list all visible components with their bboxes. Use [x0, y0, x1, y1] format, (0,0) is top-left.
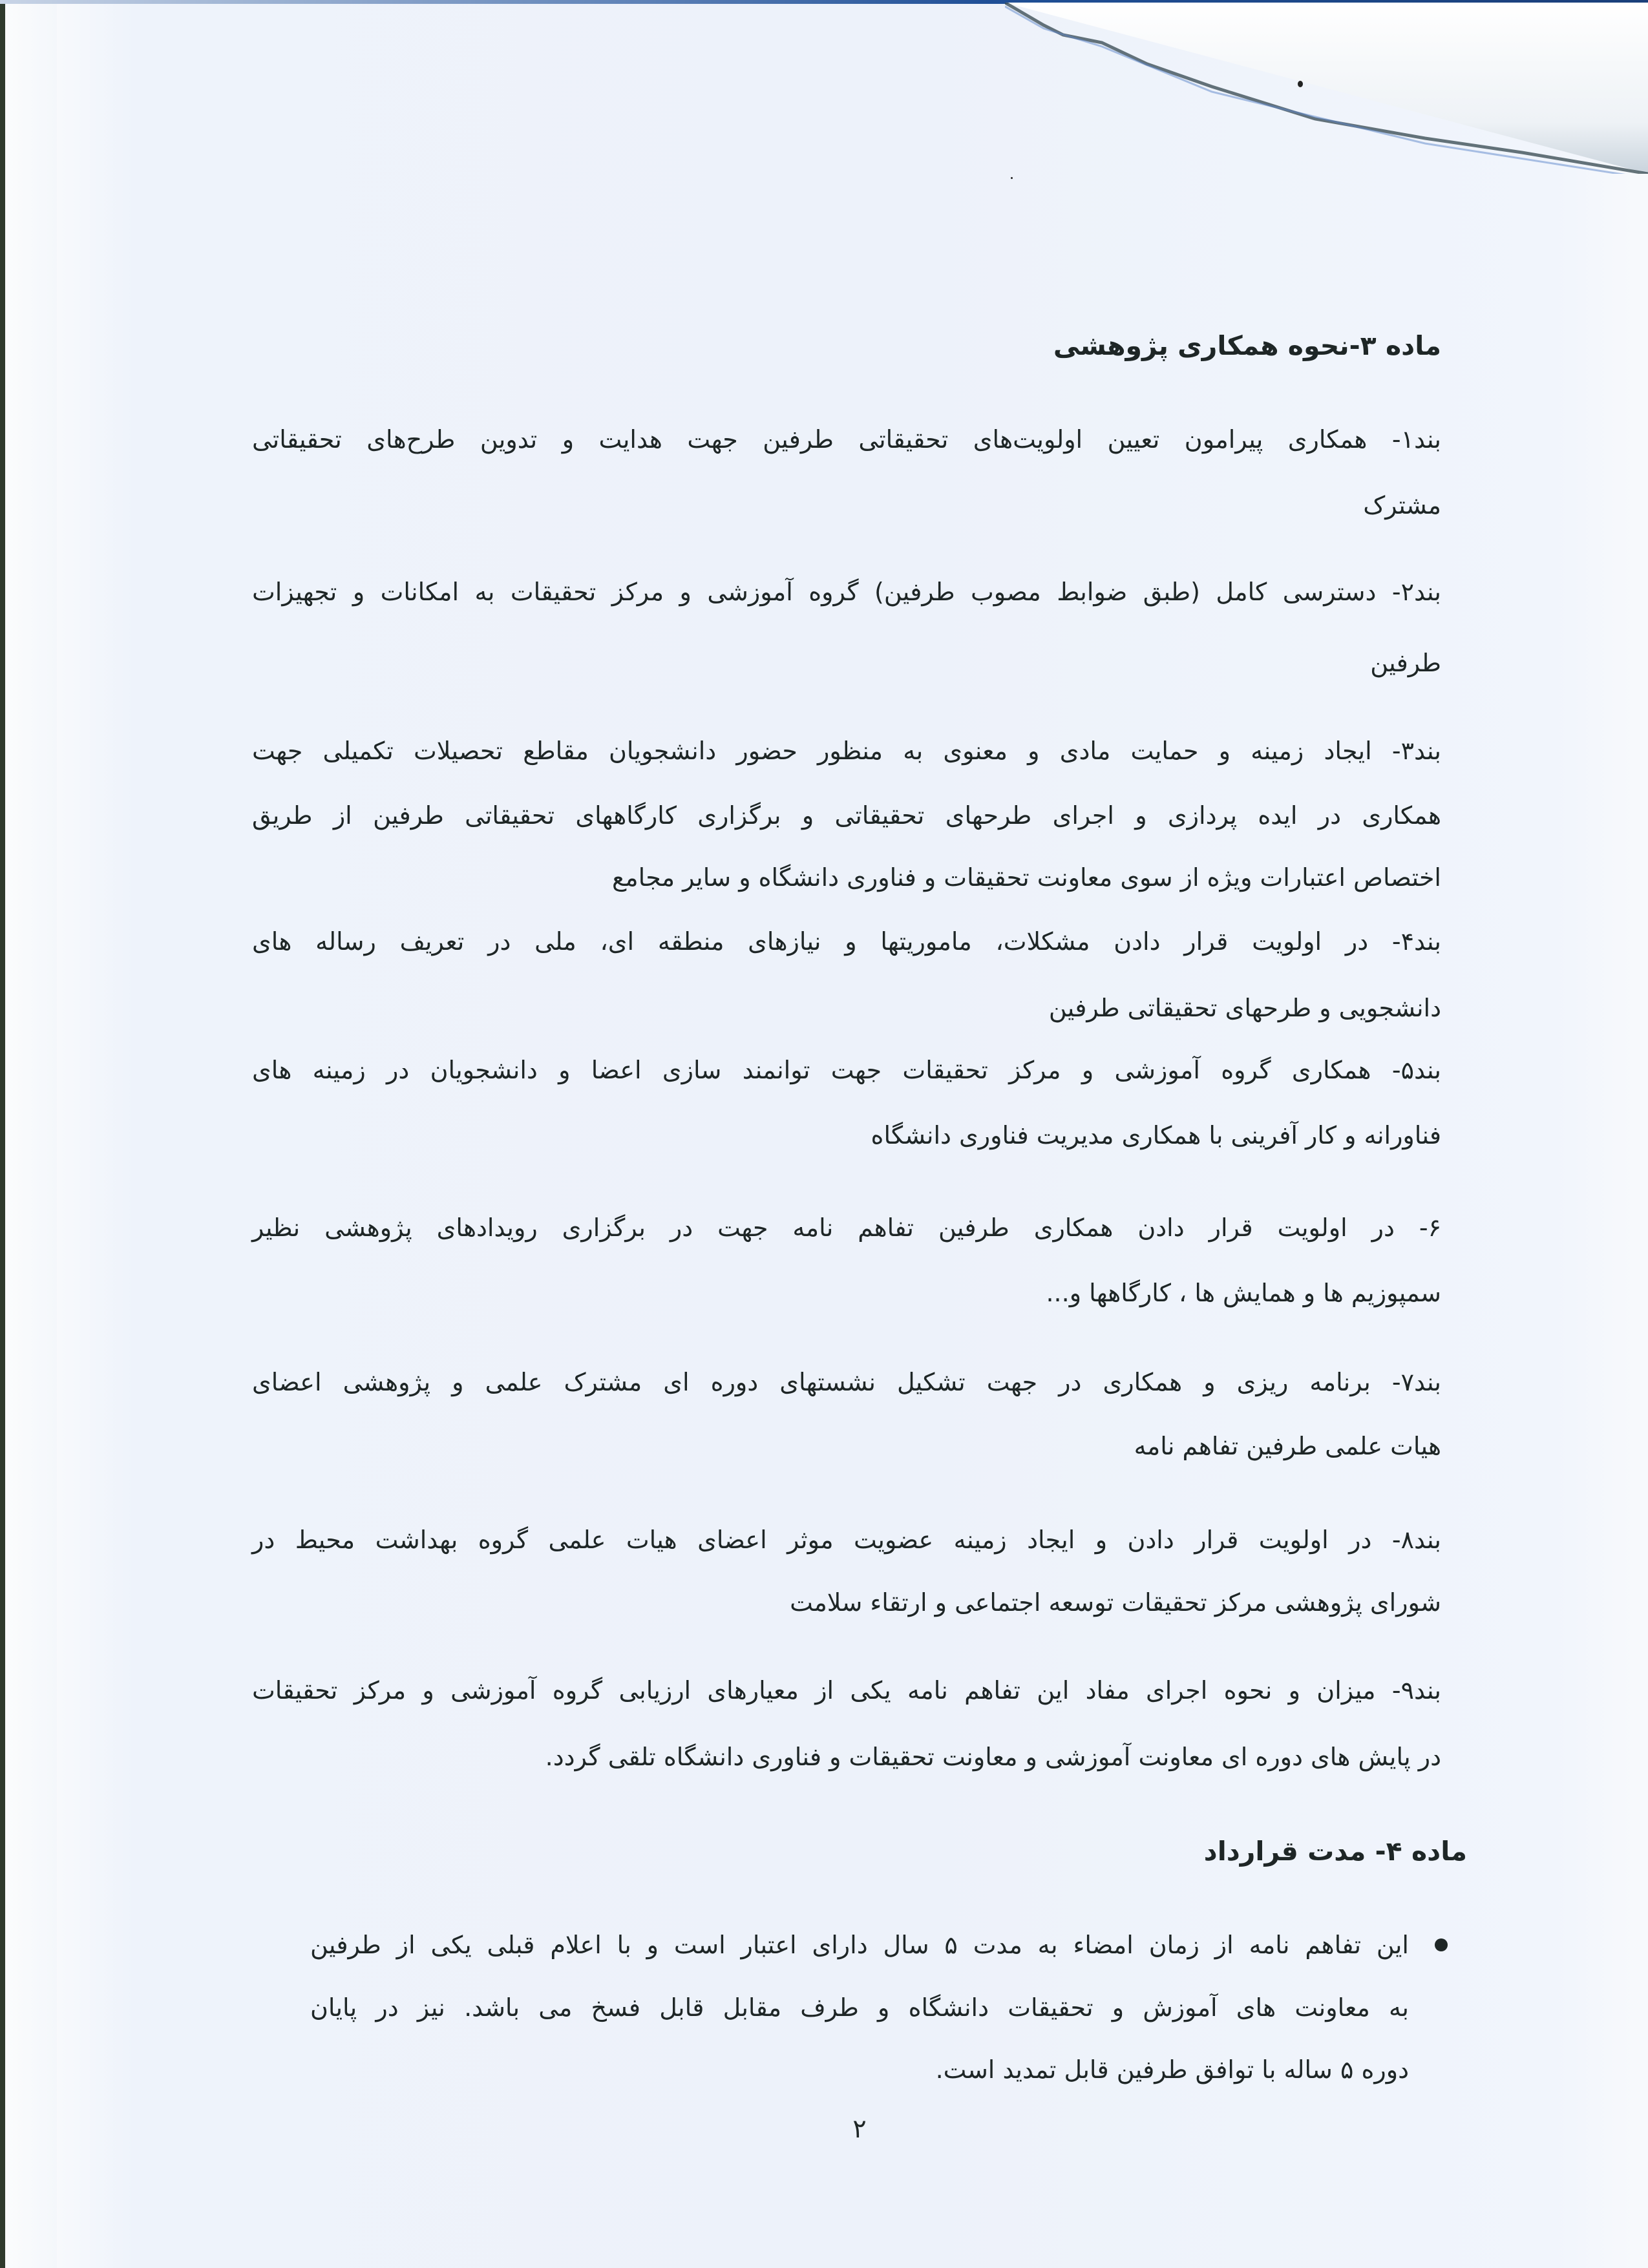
clause-3-line-2: همکاری در ایده پردازی و اجرای طرحهای تحقیقاتی و برگزاری کارگاههای تحقیقاتی طرفین از طریق: [252, 801, 1441, 830]
clause-8-line-1: بند۸- در اولویت قرار دادن و ایجاد زمینه عضویت موثر اعضای هیات علمی گروه بهداشت محیط در: [252, 1526, 1441, 1554]
clause-7-line-2: هیات علمی طرفین تفاهم نامه: [1134, 1432, 1441, 1460]
page-margin: [5, 0, 57, 2268]
clause-3-line-3: اختصاص اعتبارات ویژه از سوی معاونت تحقیقات و فناوری دانشگاه و سایر مجامع: [612, 863, 1441, 892]
clause-4-line-1: بند۴- در اولویت قرار دادن مشکلات، ماموریتها و نیازهای منطقه ای، ملی در تعریف رساله های: [252, 927, 1441, 956]
clause-2-line-2: طرفین: [1370, 649, 1441, 677]
clause-1-line-1: بند۱- همکاری پیرامون تعیین اولویت‌های تحقیقاتی طرفین جهت هدایت و تدوین طرح‌های تحقیقاتی: [252, 425, 1441, 454]
clause-6-line-1: ۶- در اولویت قرار دادن همکاری طرفین تفاهم نامه جهت در برگزاری رویدادهای پژوهشی نظیر: [252, 1213, 1441, 1242]
clause-7-line-1: بند۷- برنامه ریزی و همکاری در جهت تشکیل نشستهای دوره ای مشترک علمی و پژوهشی اعضای: [252, 1368, 1441, 1396]
clause-9-line-1: بند۹- میزان و نحوه اجرای مفاد این تفاهم نامه یکی از معیارهای ارزیابی گروه آموزشی و مرکز تحقیقات: [252, 1676, 1441, 1705]
article-4-title: ماده ۴- مدت قرارداد: [1203, 1836, 1467, 1867]
document-body: [252, 0, 1467, 2268]
clause-6-line-2: سمپوزیم ها و همایش ها ، کارگاهها و...: [1046, 1279, 1441, 1307]
bullet-line-2: به معاونت های آموزش و تحقیقات دانشگاه و طرف مقابل قابل فسخ می باشد. نیز در پایان: [310, 1993, 1409, 2022]
bullet-line-3: دوره ۵ ساله با توافق طرفین قابل تمدید است.: [935, 2055, 1409, 2084]
clause-8-line-2: شورای پژوهشی مرکز تحقیقات توسعه اجتماعی و ارتقاء سلامت: [790, 1588, 1441, 1617]
bullet-icon: [1435, 1938, 1448, 1951]
bullet-line-1: این تفاهم نامه از زمان امضاء به مدت ۵ سال دارای اعتبار است و با اعلام قبلی یکی از طرفین: [310, 1931, 1409, 1959]
clause-4-line-2: دانشجویی و طرحهای تحقیقاتی طرفین: [1048, 994, 1441, 1022]
article-3-title: ماده ۳-نحوه همکاری پژوهشی: [1053, 330, 1441, 361]
clause-5-line-1: بند۵- همکاری گروه آموزشی و مرکز تحقیقات جهت توانمند سازی اعضا و دانشجویان در زمینه های: [252, 1056, 1441, 1084]
clause-2-line-1: بند۲- دسترسی کامل (طبق ضوابط مصوب طرفین) گروه آموزشی و مرکز تحقیقات به امکانات و تجهیزات: [252, 578, 1441, 606]
clause-3-line-1: بند۳- ایجاد زمینه و حمایت مادی و معنوی به منظور حضور دانشجویان مقاطع تحصیلات تکمیلی جهت: [252, 737, 1441, 765]
clause-9-line-2: در پایش های دوره ای معاونت آموزشی و معاونت تحقیقات و فناوری دانشگاه تلقی گردد.: [545, 1743, 1441, 1771]
clause-1-line-2: مشترک: [1363, 491, 1441, 520]
page-number: ۲: [852, 2114, 867, 2144]
clause-5-line-2: فناورانه و کار آفرینی با همکاری مدیریت فناوری دانشگاه: [871, 1121, 1441, 1150]
